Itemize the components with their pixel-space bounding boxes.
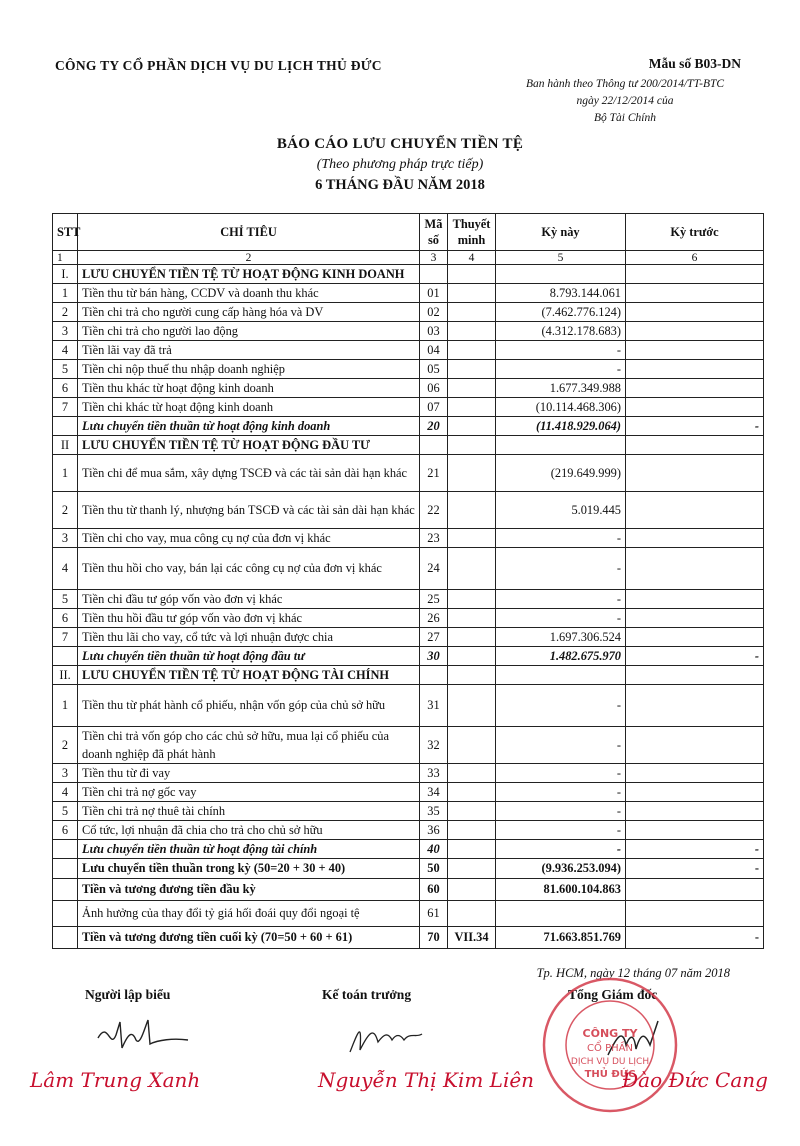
row-previous [626, 379, 764, 398]
row-name: Tiền chi trả cho người lao động [78, 322, 420, 341]
row-previous [626, 341, 764, 360]
row-name: Tiền chi cho vay, mua công cụ nợ của đơn vị khác [78, 529, 420, 548]
row-code: 02 [420, 303, 448, 322]
row-current: (219.649.999) [496, 455, 626, 492]
row-current: (11.418.929.064) [496, 417, 626, 436]
row-stt: 4 [53, 783, 78, 802]
accountant-signature [330, 1012, 440, 1062]
col-index: 6 [626, 251, 764, 265]
cash-flow-table [52, 213, 764, 949]
row-name: Tiền lãi vay đã trả [78, 341, 420, 360]
row-current: 1.677.349.988 [496, 379, 626, 398]
table-row [53, 628, 764, 647]
row-current: - [496, 764, 626, 783]
row-current: - [496, 783, 626, 802]
form-note-line-1: Ban hành theo Thông tư 200/2014/TT-BTC [525, 78, 725, 90]
table-row [53, 322, 764, 341]
row-previous [626, 492, 764, 529]
row-previous [626, 436, 764, 455]
row-name: Tiền chi trả nợ gốc vay [78, 783, 420, 802]
row-name: Tiền thu từ phát hành cổ phiếu, nhận vốn góp của chủ sở hữu [78, 685, 420, 727]
header-stt: STT [53, 214, 78, 251]
table-row [53, 360, 764, 379]
row-current: - [496, 727, 626, 764]
row-note [448, 417, 496, 436]
row-previous [626, 265, 764, 284]
table-row [53, 609, 764, 628]
row-name: Cổ tức, lợi nhuận đã chia cho trả cho chủ sở hữu [78, 821, 420, 840]
preparer-signature [88, 1010, 198, 1055]
row-stt [53, 417, 78, 436]
row-previous [626, 821, 764, 840]
row-code [420, 666, 448, 685]
svg-text:CÔNG TY: CÔNG TY [582, 1027, 638, 1040]
row-current [496, 666, 626, 685]
row-name: Tiền chi khác từ hoạt động kinh doanh [78, 398, 420, 417]
svg-text:DỊCH VỤ DU LỊCH: DỊCH VỤ DU LỊCH [570, 1057, 650, 1067]
table-row [53, 859, 764, 879]
row-current: - [496, 529, 626, 548]
row-name: Tiền chi trả vốn góp cho các chủ sở hữu, mua lại cổ phiếu của doanh nghiệp đã phát hành [78, 727, 420, 764]
row-name: Tiền và tương đương tiền đầu kỳ [78, 879, 420, 901]
row-current: - [496, 609, 626, 628]
row-name: Tiền chi đầu tư góp vốn vào đơn vị khác [78, 590, 420, 609]
row-current: - [496, 821, 626, 840]
table-row [53, 492, 764, 529]
row-code: 36 [420, 821, 448, 840]
row-current: - [496, 341, 626, 360]
row-code: 70 [420, 927, 448, 949]
row-note [448, 360, 496, 379]
row-previous [626, 590, 764, 609]
row-name: Lưu chuyển tiền thuần từ hoạt động đầu tư [78, 647, 420, 666]
row-stt: 2 [53, 303, 78, 322]
row-current: (7.462.776.124) [496, 303, 626, 322]
row-current: 71.663.851.769 [496, 927, 626, 949]
table-row [53, 379, 764, 398]
row-note [448, 322, 496, 341]
row-note [448, 436, 496, 455]
row-name: Tiền thu từ thanh lý, nhượng bán TSCĐ và các tài sản dài hạn khác [78, 492, 420, 529]
row-previous [626, 685, 764, 727]
row-code: 34 [420, 783, 448, 802]
row-stt: II [53, 436, 78, 455]
row-stt: 2 [53, 727, 78, 764]
form-note-line-2: ngày 22/12/2014 của [576, 95, 674, 107]
table-row [53, 284, 764, 303]
row-code: 21 [420, 455, 448, 492]
row-previous: - [626, 647, 764, 666]
row-previous [626, 628, 764, 647]
row-current: - [496, 360, 626, 379]
row-previous [626, 322, 764, 341]
row-stt: 7 [53, 398, 78, 417]
report-date: Tp. HCM, ngày 12 tháng 07 năm 2018 [536, 966, 730, 980]
row-note [448, 609, 496, 628]
table-row [53, 341, 764, 360]
row-stt: 3 [53, 529, 78, 548]
row-note [448, 647, 496, 666]
row-code: 23 [420, 529, 448, 548]
row-note [448, 727, 496, 764]
row-name: Tiền chi trả cho người cung cấp hàng hóa và DV [78, 303, 420, 322]
form-code: Mẫu số B03-DN [648, 56, 741, 71]
table-body [53, 265, 764, 949]
row-stt [53, 901, 78, 927]
row-current: 1.697.306.524 [496, 628, 626, 647]
table-row [53, 840, 764, 859]
svg-text:CỔ PHẦN: CỔ PHẦN [587, 1043, 633, 1054]
col-index: 5 [496, 251, 626, 265]
row-code: 33 [420, 764, 448, 783]
row-previous [626, 529, 764, 548]
row-current: - [496, 548, 626, 590]
row-stt: 5 [53, 360, 78, 379]
row-stt: 3 [53, 764, 78, 783]
row-note [448, 398, 496, 417]
row-note [448, 303, 496, 322]
row-stt: 2 [53, 492, 78, 529]
table-row [53, 455, 764, 492]
row-name: Ảnh hưởng của thay đổi tỷ giá hối đoái quy đổi ngoại tệ [78, 901, 420, 927]
row-note [448, 455, 496, 492]
row-previous [626, 360, 764, 379]
row-stt: 6 [53, 379, 78, 398]
row-code: 31 [420, 685, 448, 727]
row-code [420, 265, 448, 284]
row-current: - [496, 590, 626, 609]
row-current: (4.312.178.683) [496, 322, 626, 341]
table-row [53, 685, 764, 727]
row-code: 22 [420, 492, 448, 529]
col-index: 4 [448, 251, 496, 265]
row-name: Lưu chuyển tiền thuần từ hoạt động kinh doanh [78, 417, 420, 436]
row-code: 40 [420, 840, 448, 859]
table-row [53, 417, 764, 436]
row-stt: 4 [53, 548, 78, 590]
table-row [53, 927, 764, 949]
row-note: VII.34 [448, 927, 496, 949]
row-note [448, 879, 496, 901]
row-name: Tiền thu khác từ hoạt động kinh doanh [78, 379, 420, 398]
row-previous [626, 548, 764, 590]
row-previous: - [626, 859, 764, 879]
row-code: 03 [420, 322, 448, 341]
row-previous [626, 666, 764, 685]
col-index: 2 [78, 251, 420, 265]
row-note [448, 802, 496, 821]
row-previous [626, 783, 764, 802]
table-row [53, 783, 764, 802]
row-note [448, 859, 496, 879]
svg-text:THỦ ĐỨC: THỦ ĐỨC [584, 1069, 636, 1080]
row-name: Tiền thu hồi cho vay, bán lại các công cụ nợ của đơn vị khác [78, 548, 420, 590]
row-previous [626, 901, 764, 927]
report-title-block [0, 136, 800, 194]
row-previous [626, 879, 764, 901]
row-name: Tiền chi để mua sắm, xây dựng TSCĐ và các tài sản dài hạn khác [78, 455, 420, 492]
company-stamp [540, 975, 680, 1115]
company-name: CÔNG TY CỔ PHẦN DỊCH VỤ DU LỊCH THỦ ĐỨC [55, 58, 382, 73]
row-code: 24 [420, 548, 448, 590]
table-row [53, 802, 764, 821]
row-name: Lưu chuyển tiền thuần từ hoạt động tài chính [78, 840, 420, 859]
table-row [53, 727, 764, 764]
form-info [505, 56, 745, 127]
col-index: 3 [420, 251, 448, 265]
row-code: 50 [420, 859, 448, 879]
row-previous [626, 455, 764, 492]
row-note [448, 548, 496, 590]
row-previous [626, 284, 764, 303]
row-note [448, 628, 496, 647]
row-previous [626, 609, 764, 628]
row-stt: 1 [53, 685, 78, 727]
row-current: - [496, 840, 626, 859]
row-code [420, 436, 448, 455]
row-code: 35 [420, 802, 448, 821]
row-code: 01 [420, 284, 448, 303]
row-name: LƯU CHUYỂN TIỀN TỆ TỪ HOẠT ĐỘNG TÀI CHÍNH [78, 666, 420, 685]
row-note [448, 379, 496, 398]
row-note [448, 840, 496, 859]
row-note [448, 284, 496, 303]
row-stt: II. [53, 666, 78, 685]
row-previous [626, 802, 764, 821]
director-title: Tổng Giám đốc [568, 987, 658, 1002]
row-code: 32 [420, 727, 448, 764]
row-code: 60 [420, 879, 448, 901]
row-name: Tiền thu từ bán hàng, CCDV và doanh thu khác [78, 284, 420, 303]
row-stt [53, 647, 78, 666]
row-name: Lưu chuyển tiền thuần trong kỳ (50=20 + 30 + 40) [78, 859, 420, 879]
row-name: Tiền và tương đương tiền cuối kỳ (70=50 + 60 + 61) [78, 927, 420, 949]
row-current: - [496, 685, 626, 727]
report-method: (Theo phương pháp trực tiếp) [316, 157, 484, 172]
row-stt: 5 [53, 802, 78, 821]
row-note [448, 529, 496, 548]
row-note [448, 901, 496, 927]
row-code: 61 [420, 901, 448, 927]
form-note-line-3: Bộ Tài Chính [594, 112, 656, 124]
column-index-row [53, 251, 764, 265]
row-current: (9.936.253.094) [496, 859, 626, 879]
row-code: 07 [420, 398, 448, 417]
row-name: Tiền chi nộp thuế thu nhập doanh nghiệp [78, 360, 420, 379]
header-note: Thuyết minh [448, 214, 496, 251]
row-previous: - [626, 927, 764, 949]
table-row [53, 398, 764, 417]
row-current: - [496, 802, 626, 821]
row-current: (10.114.468.306) [496, 398, 626, 417]
row-code: 26 [420, 609, 448, 628]
table-row [53, 436, 764, 455]
row-previous [626, 398, 764, 417]
table-row [53, 879, 764, 901]
row-previous [626, 303, 764, 322]
table-row [53, 647, 764, 666]
director-name: Đào Đức Cang [622, 1068, 768, 1092]
row-stt: 4 [53, 341, 78, 360]
row-note [448, 685, 496, 727]
table-row [53, 901, 764, 927]
row-stt: 7 [53, 628, 78, 647]
row-note [448, 783, 496, 802]
preparer-name: Lâm Trung Xanh [30, 1068, 201, 1092]
row-name: Tiền chi trả nợ thuê tài chính [78, 802, 420, 821]
table-row [53, 590, 764, 609]
row-current [496, 901, 626, 927]
col-index: 1 [53, 251, 78, 265]
row-name: Tiền thu lãi cho vay, cổ tức và lợi nhuận được chia [78, 628, 420, 647]
row-name: LƯU CHUYỂN TIỀN TỆ TỪ HOẠT ĐỘNG ĐẦU TƯ [78, 436, 420, 455]
row-current: 5.019.445 [496, 492, 626, 529]
row-stt [53, 879, 78, 901]
row-previous: - [626, 840, 764, 859]
row-code: 25 [420, 590, 448, 609]
report-title: BÁO CÁO LƯU CHUYỂN TIỀN TỆ [276, 136, 524, 152]
row-current: 1.482.675.970 [496, 647, 626, 666]
row-note [448, 265, 496, 284]
row-code: 20 [420, 417, 448, 436]
row-stt: 1 [53, 284, 78, 303]
row-current: 8.793.144.061 [496, 284, 626, 303]
row-code: 30 [420, 647, 448, 666]
row-previous [626, 764, 764, 783]
row-note [448, 764, 496, 783]
row-name: Tiền thu từ đi vay [78, 764, 420, 783]
header-code: Mã số [420, 214, 448, 251]
row-note [448, 590, 496, 609]
row-stt [53, 859, 78, 879]
table-row [53, 666, 764, 685]
row-code: 04 [420, 341, 448, 360]
row-name: Tiền thu hồi đầu tư góp vốn vào đơn vị khác [78, 609, 420, 628]
row-code: 27 [420, 628, 448, 647]
table-header-row [53, 214, 764, 251]
row-previous [626, 727, 764, 764]
row-stt: 1 [53, 455, 78, 492]
table-row [53, 303, 764, 322]
row-stt: 3 [53, 322, 78, 341]
row-stt [53, 927, 78, 949]
header-current: Kỳ này [496, 214, 626, 251]
row-stt: 6 [53, 821, 78, 840]
preparer-title: Người lập biểu [85, 987, 171, 1002]
table-row [53, 265, 764, 284]
table-row [53, 821, 764, 840]
row-code: 06 [420, 379, 448, 398]
row-stt: 5 [53, 590, 78, 609]
table-row [53, 529, 764, 548]
row-stt [53, 840, 78, 859]
row-note [448, 341, 496, 360]
accountant-title: Kế toán trưởng [322, 987, 412, 1002]
row-code: 05 [420, 360, 448, 379]
report-period: 6 THÁNG ĐẦU NĂM 2018 [315, 177, 485, 193]
row-note [448, 821, 496, 840]
row-current: 81.600.104.863 [496, 879, 626, 901]
row-note [448, 666, 496, 685]
row-note [448, 492, 496, 529]
row-current [496, 265, 626, 284]
row-stt: I. [53, 265, 78, 284]
table-row [53, 764, 764, 783]
table-row [53, 548, 764, 590]
row-name: LƯU CHUYỂN TIỀN TỆ TỪ HOẠT ĐỘNG KINH DOANH [78, 265, 420, 284]
accountant-name: Nguyễn Thị Kim Liên [318, 1068, 535, 1092]
header-previous: Kỳ trước [626, 214, 764, 251]
row-previous: - [626, 417, 764, 436]
row-stt: 6 [53, 609, 78, 628]
row-current [496, 436, 626, 455]
header-name: CHỈ TIÊU [78, 214, 420, 251]
